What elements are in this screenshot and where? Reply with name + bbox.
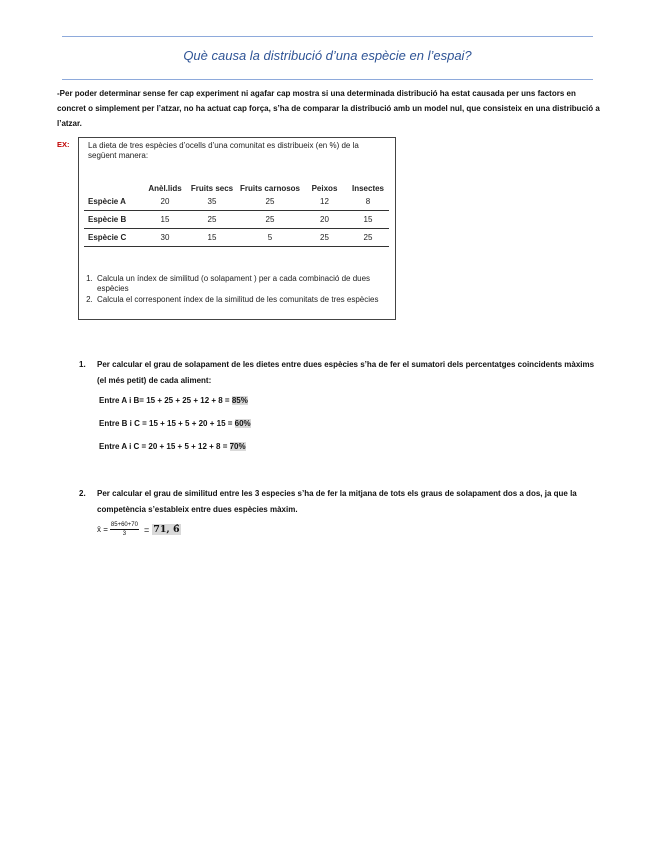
- table-cell: 25: [186, 211, 238, 229]
- example-questions: [79, 274, 391, 306]
- table-cell: 25: [238, 193, 302, 211]
- question-item: 2. Calcula el corresponent índex de la similitud de les comunitats de tres espècies: [95, 295, 391, 305]
- overlap-expression: Entre A i B= 15 + 25 + 25 + 12 + 8 =: [99, 396, 232, 405]
- mean-fraction: [110, 521, 139, 538]
- example-prompt: La dieta de tres espècies d’ocells d’una comunitat es distribueix (en %) de la següent manera:: [88, 141, 359, 160]
- table-cell: 15: [186, 229, 238, 247]
- table-cell: 15: [144, 211, 186, 229]
- answer-1-number: 1.: [79, 360, 86, 369]
- table-header: Peixos: [311, 184, 338, 193]
- question-item: 1. Calcula un índex de similitud (o solapament ) per a cada combinació de dues espècies: [95, 274, 391, 294]
- table-header: [84, 171, 144, 193]
- table-cell: 25: [238, 211, 302, 229]
- table-header: Insectes: [351, 184, 385, 193]
- diet-table: [84, 171, 389, 247]
- overlap-line-ac: [99, 442, 246, 451]
- overlap-expression: Entre A i C = 20 + 15 + 5 + 12 + 8 =: [99, 442, 230, 451]
- table-cell: 25: [347, 229, 389, 247]
- mean-formula: [97, 521, 181, 538]
- table-cell: 25: [302, 229, 347, 247]
- table-cell: 8: [347, 193, 389, 211]
- mean-symbol: x̄ =: [97, 525, 108, 534]
- page-title: Què causa la distribució d’una espècie en l’espai?: [183, 48, 472, 63]
- example-box: [78, 137, 396, 320]
- table-header-row: [84, 171, 389, 193]
- overlap-result: 60%: [234, 419, 251, 428]
- table-row: [84, 211, 389, 229]
- equals-sign: =: [143, 524, 150, 535]
- table-header: Fruits secs: [190, 184, 234, 193]
- overlap-result: 70%: [229, 442, 246, 451]
- table-header: Fruits carnosos: [239, 184, 300, 193]
- table-header: Anèl.lids: [148, 184, 182, 193]
- fraction-numerator: 85+60+70: [110, 522, 138, 528]
- table-cell: 35: [186, 193, 238, 211]
- answer-1-text: Per calcular el grau de solapament de les dietes entre dues espècies s’ha de fer el sumatori dels percentatges coincidents màxims (el més petit) de cada aliment:: [97, 360, 595, 385]
- answer-2-text: Per calcular el grau de similitud entre les 3 especies s’ha de fer la mitjana de tots els graus de solapament dos a dos, ja que la competència s’estableix entre dues espècies màxim.: [97, 489, 577, 514]
- overlap-result: 85%: [231, 396, 248, 405]
- intro-paragraph: -Per poder determinar sense fer cap experiment ni agafar cap mostra si una determinada distribució ha estat causada per uns factors en concret o simplement per l’atzar, no ha actuat cap força, s’ha de comparar la distribució amb un model nul, que consisteix en una distribució a l’atzar.: [57, 89, 600, 128]
- header-rule-top: [62, 36, 593, 37]
- answer-2-number: 2.: [79, 489, 86, 498]
- fraction-denominator: 3: [122, 531, 127, 537]
- table-cell: Espècie C: [84, 229, 144, 247]
- table-cell: 15: [347, 211, 389, 229]
- table-cell: 20: [144, 193, 186, 211]
- mean-result: 71, 6̂: [153, 524, 180, 535]
- overlap-line-ab: [99, 396, 248, 405]
- header-rule-bottom: [62, 79, 593, 80]
- table-cell: 20: [302, 211, 347, 229]
- overlap-expression: Entre B i C = 15 + 15 + 5 + 20 + 15 =: [99, 419, 235, 428]
- table-cell: 5: [238, 229, 302, 247]
- table-row: [84, 193, 389, 211]
- table-cell: 30: [144, 229, 186, 247]
- answer-1: [79, 357, 599, 389]
- overlap-line-bc: [99, 419, 251, 428]
- table-cell: Espècie A: [84, 193, 144, 211]
- answer-2: [79, 486, 599, 518]
- table-cell: 12: [302, 193, 347, 211]
- table-row: [84, 229, 389, 247]
- table-cell: Espècie B: [84, 211, 144, 229]
- example-label: EX:: [57, 140, 70, 149]
